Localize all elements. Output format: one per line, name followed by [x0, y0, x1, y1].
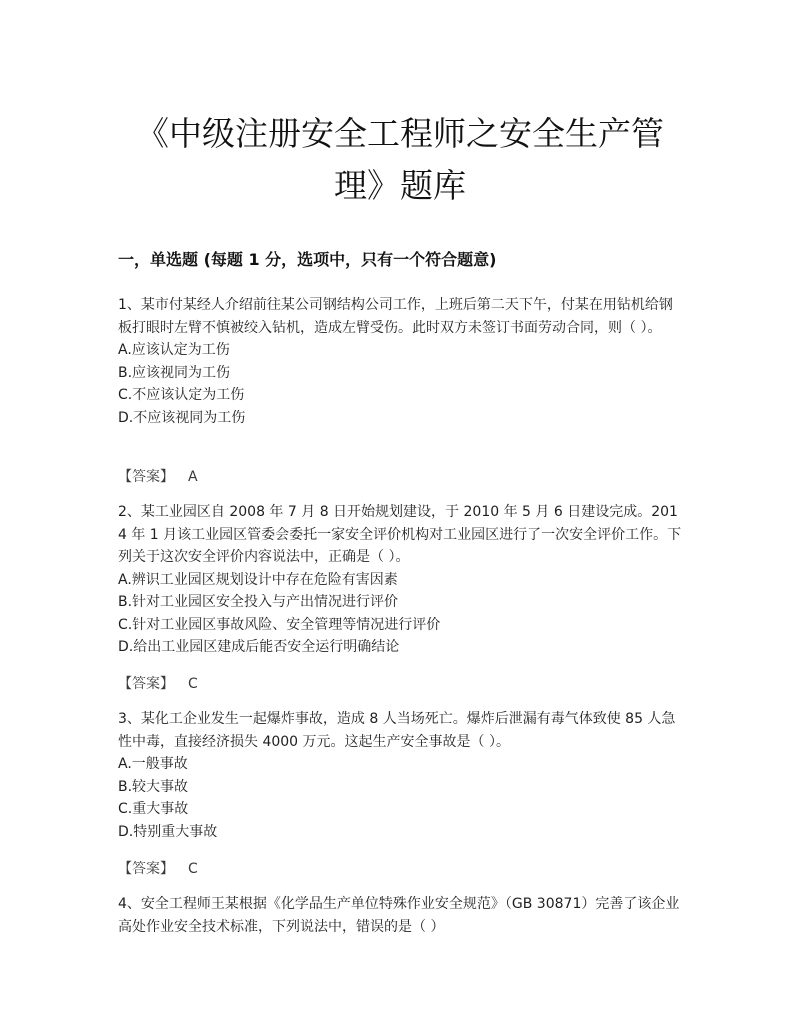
answer-label: 【答案】 — [118, 861, 174, 877]
option-b: B.针对工业园区安全投入与产出情况进行评价 — [118, 594, 399, 610]
question-text: 3、某化工企业发生一起爆炸事故，造成 8 人当场死亡。爆炸后泄漏有毒气体致使 85 人急性中毒，直接经济损失 4000 万元。这起生产安全事故是（ ）。 — [118, 711, 676, 750]
question-4 — [118, 893, 684, 938]
option-c: C.重大事故 — [118, 801, 189, 817]
question-2 — [118, 501, 684, 659]
answer-value: A — [188, 469, 198, 485]
document-title-line-2: 理》题库 — [334, 166, 466, 205]
option-a: A.一般事故 — [118, 756, 188, 772]
question-1 — [118, 294, 684, 429]
option-b: B.较大事故 — [118, 778, 189, 795]
answer-3 — [118, 858, 198, 878]
answer-label: 【答案】 — [118, 676, 174, 692]
option-c: C.针对工业园区事故风险、安全管理等情况进行评价 — [118, 616, 441, 633]
option-c: C.不应该认定为工伤 — [118, 387, 245, 403]
answer-2 — [118, 673, 198, 693]
section-heading: 一，单选题 (每题 1 分，选项中，只有一个符合题意) — [118, 250, 497, 269]
option-a: A.应该认定为工伤 — [118, 342, 230, 358]
answer-label: 【答案】 — [118, 469, 174, 485]
question-text: 1、某市付某经人介绍前往某公司钢结构公司工作，上班后第二天下午，付某在用钻机给钢板打眼时左臂不慎被绞入钻机，造成左臂受伤。此时双方未签订书面劳动合同，则（ ）。 — [118, 297, 673, 336]
option-d: D.不应该视同为工伤 — [118, 409, 246, 426]
question-text: 2、某工业园区自 2008 年 7 月 8 日开始规划建设，于 2010 年 5 月 6 日建设完成。2014 年 1 月该工业园区管委会委托一家安全评价机构对工业园区进行了一次安全评价工作。下列关于这次安全评价内容说法中，正确是（ ）。 — [118, 504, 682, 565]
question-text: 4、安全工程师王某根据《化学品生产单位特殊作业安全规范》（GB 30871）完善了该企业高处作业安全技术标准，下列说法中，错误的是（ ） — [118, 896, 680, 935]
document-title — [100, 108, 700, 212]
document-title-line-1: 《中级注册安全工程师之安全生产管 — [136, 114, 664, 153]
question-3 — [118, 708, 684, 843]
option-d: D.给出工业园区建成后能否安全运行明确结论 — [118, 639, 400, 655]
option-b: B.应该视同为工伤 — [118, 364, 231, 381]
answer-value: C — [188, 861, 198, 877]
answer-1 — [118, 466, 198, 486]
option-a: A.辨识工业园区规划设计中存在危险有害因素 — [118, 571, 398, 588]
option-d: D.特别重大事故 — [118, 823, 218, 840]
answer-value: C — [188, 676, 198, 692]
